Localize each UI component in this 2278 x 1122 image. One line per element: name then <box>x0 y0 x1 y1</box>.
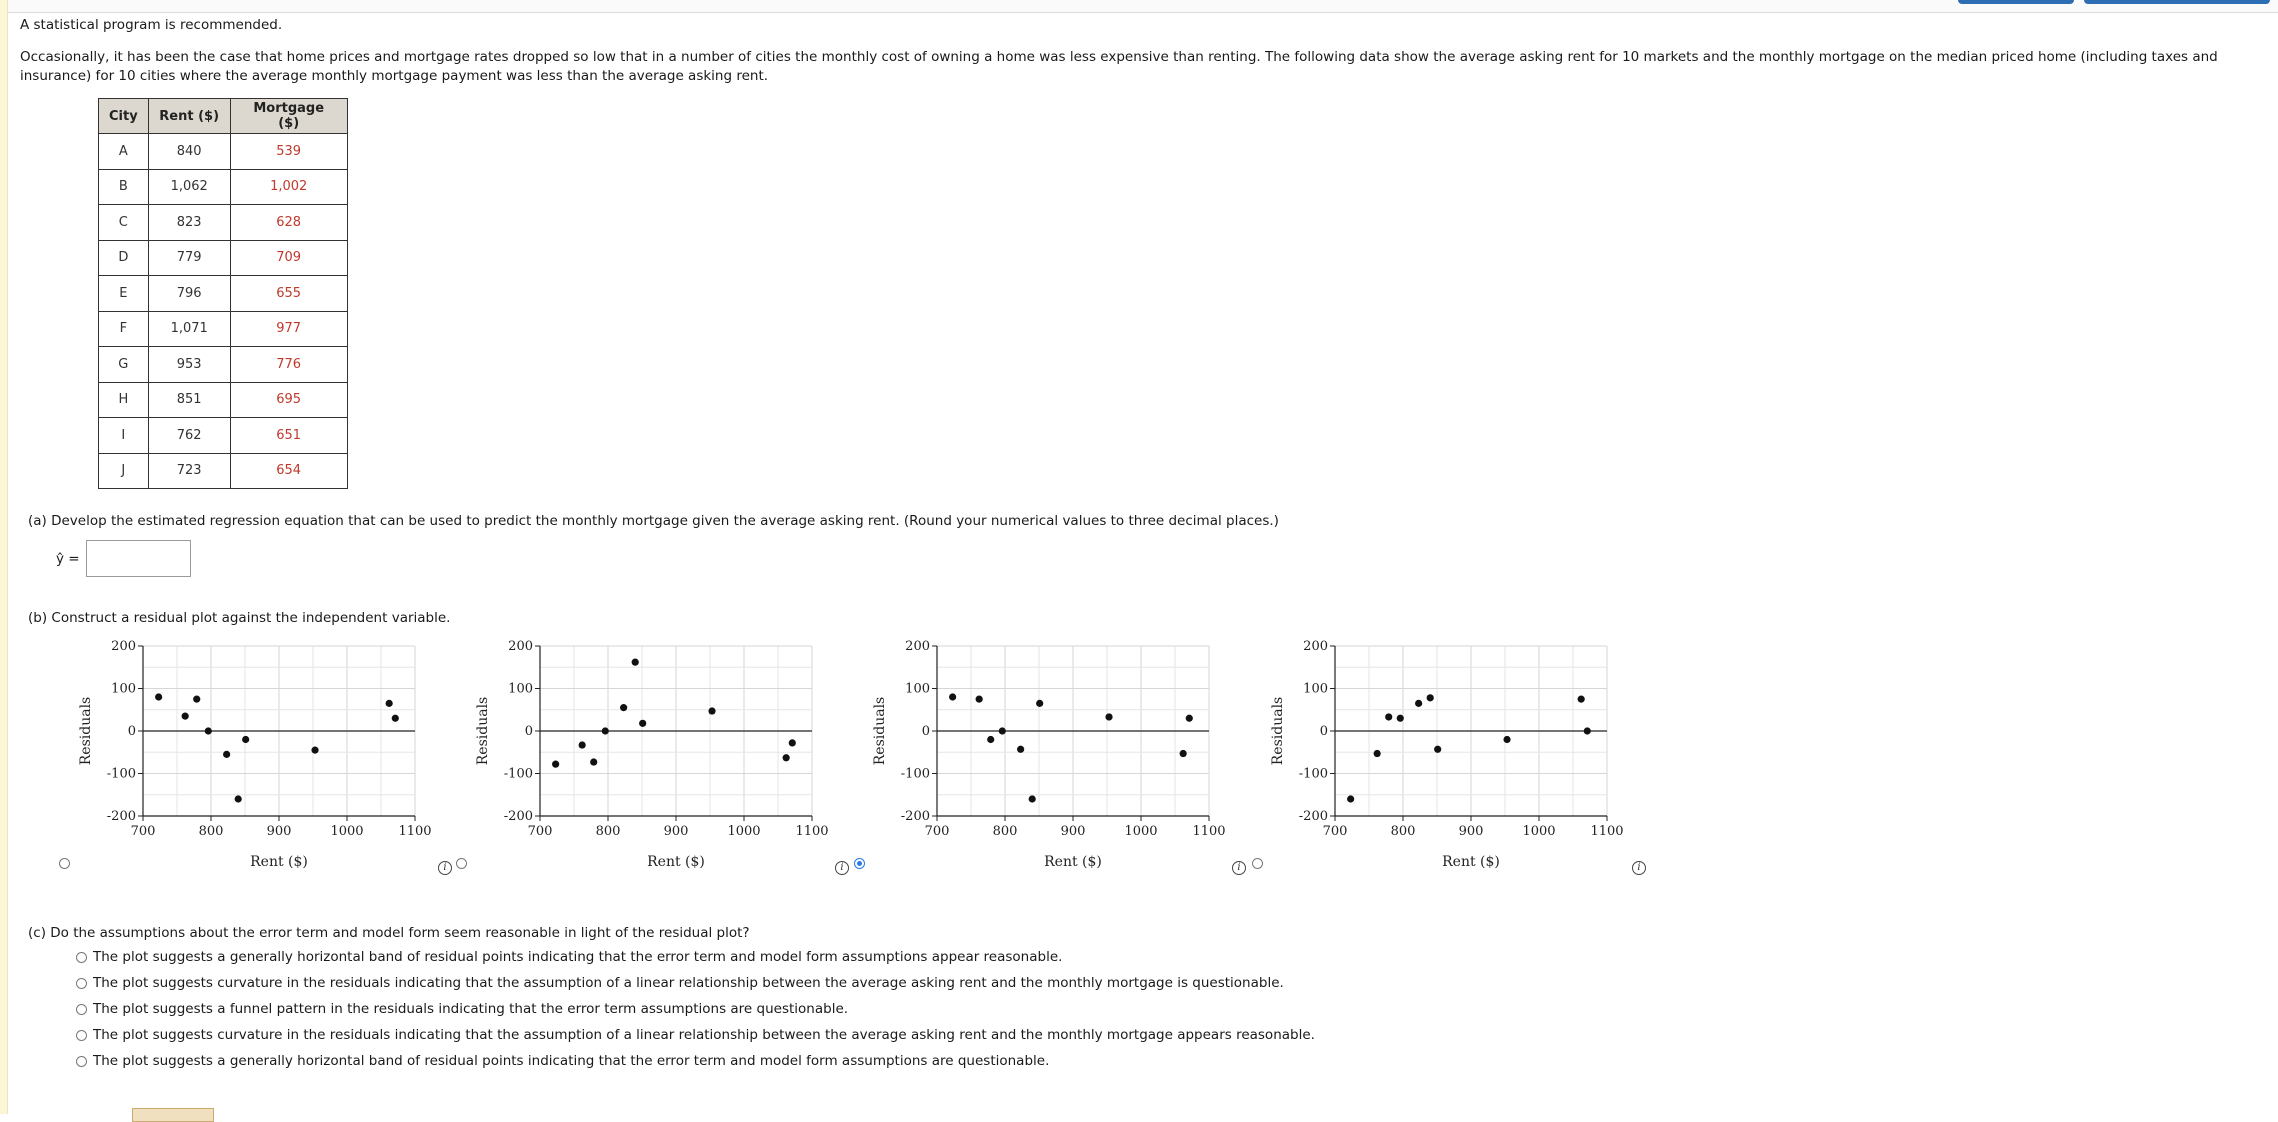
option-label: The plot suggests a funnel pattern in the residuals indicating that the error term assumptions are questionable. <box>93 1001 849 1017</box>
x-axis-title: Rent ($) <box>647 854 705 870</box>
table-row <box>99 169 348 205</box>
mortgage-cell: 709 <box>230 240 347 276</box>
part-c-option[interactable] <box>76 1001 848 1017</box>
y-tick-label: -200 <box>1298 809 1328 824</box>
city-cell: G <box>99 347 149 383</box>
x-tick-label: 1000 <box>727 824 761 839</box>
city-cell: C <box>99 205 149 241</box>
residual-point <box>182 713 189 720</box>
residual-point <box>620 704 627 711</box>
x-tick-label: 800 <box>198 824 224 839</box>
residual-plot-svg <box>862 634 1242 890</box>
residual-point <box>602 727 609 734</box>
residual-point <box>1584 727 1591 734</box>
y-axis-title: Residuals <box>1270 696 1286 766</box>
mortgage-cell: 1,002 <box>230 169 347 205</box>
info-icon[interactable]: i <box>438 861 452 875</box>
table-row <box>99 382 348 418</box>
residual-plot-svg <box>465 634 845 890</box>
y-tick-label: -200 <box>106 809 136 824</box>
mortgage-cell: 695 <box>230 382 347 418</box>
y-tick-label: -100 <box>503 766 533 782</box>
city-cell: I <box>99 418 149 454</box>
part-a-prompt: (a) Develop the estimated regression equation that can be used to predict the monthly mortgage given the average asking rent. (Round your numerical values to three decimal places.) <box>28 513 1279 529</box>
table-row <box>99 311 348 347</box>
rent-cell: 723 <box>148 453 230 489</box>
residual-point <box>552 761 559 768</box>
column-header-city: City <box>99 99 149 134</box>
info-icon[interactable]: i <box>1632 861 1646 875</box>
option-radio[interactable] <box>76 978 87 989</box>
city-cell: H <box>99 382 149 418</box>
residual-point <box>223 751 230 758</box>
part-c-option[interactable] <box>76 949 1062 965</box>
mortgage-cell: 977 <box>230 311 347 347</box>
yhat-label: ŷ = <box>56 551 80 567</box>
residual-point <box>1385 713 1392 720</box>
residual-plot-1 <box>68 634 448 894</box>
table-row <box>99 347 348 383</box>
x-tick-label: 800 <box>992 824 1018 839</box>
city-cell: E <box>99 276 149 312</box>
table-row <box>99 453 348 489</box>
part-c-prompt: (c) Do the assumptions about the error term and model form seem reasonable in light of the residual plot? <box>28 925 750 941</box>
mortgage-cell: 628 <box>230 205 347 241</box>
x-tick-label: 1100 <box>1590 824 1624 839</box>
table-header-row <box>99 99 348 134</box>
rent-cell: 779 <box>148 240 230 276</box>
residual-point <box>155 693 162 700</box>
residual-point <box>1374 750 1381 757</box>
residual-point <box>708 707 715 714</box>
rent-cell: 762 <box>148 418 230 454</box>
city-cell: J <box>99 453 149 489</box>
residual-point <box>1036 700 1043 707</box>
residual-point <box>783 754 790 761</box>
x-tick-label: 900 <box>663 824 689 839</box>
residual-point <box>1017 746 1024 753</box>
rent-cell: 1,071 <box>148 311 230 347</box>
y-tick-label: 200 <box>905 639 930 654</box>
table-body <box>99 134 348 489</box>
residual-point <box>242 736 249 743</box>
x-tick-label: 700 <box>1322 824 1348 839</box>
toolbar-button[interactable] <box>2084 0 2270 4</box>
y-tick-label: 0 <box>127 724 136 739</box>
x-tick-label: 900 <box>1458 824 1484 839</box>
y-tick-label: 0 <box>921 724 930 739</box>
x-tick-label: 1100 <box>1192 824 1226 839</box>
y-axis-title: Residuals <box>872 696 888 766</box>
y-tick-label: 200 <box>1303 639 1328 654</box>
plot-option-radio-2[interactable] <box>456 858 467 869</box>
residual-point <box>1434 746 1441 753</box>
option-label: The plot suggests curvature in the residuals indicating that the assumption of a linear relationship between the average asking rent and the monthly mortgage appears reasonable. <box>93 1027 1315 1043</box>
city-cell: F <box>99 311 149 347</box>
x-tick-label: 700 <box>527 824 553 839</box>
y-tick-label: -100 <box>900 766 930 782</box>
mortgage-cell: 776 <box>230 347 347 383</box>
data-table <box>98 98 348 489</box>
residual-plot-3 <box>862 634 1242 894</box>
part-c-option[interactable] <box>76 975 1284 991</box>
y-tick-label: 200 <box>111 639 136 654</box>
y-tick-label: 100 <box>905 681 930 697</box>
residual-point <box>235 795 242 802</box>
x-axis-title: Rent ($) <box>250 854 308 870</box>
x-tick-label: 800 <box>1390 824 1416 839</box>
plot-option-radio-1[interactable] <box>59 858 70 869</box>
y-axis-title: Residuals <box>78 696 94 766</box>
residual-point <box>579 741 586 748</box>
residual-point <box>976 696 983 703</box>
residual-point <box>1029 795 1036 802</box>
residual-point <box>949 693 956 700</box>
residual-point <box>205 727 212 734</box>
column-header-mortgage: Mortgage ($) <box>230 99 347 134</box>
problem-statement: Occasionally, it has been the case that home prices and mortgage rates dropped so low that in a number of cities the monthly cost of owning a home was less expensive than renting. The following data show the average asking rent for 10 markets and the monthly mortgage on the median priced home (including taxes and insurance) for 10 cities where the average monthly mortgage payment was less than the average asking rent. <box>20 49 2218 84</box>
x-tick-label: 700 <box>924 824 950 839</box>
x-tick-label: 1100 <box>398 824 432 839</box>
regression-equation-input[interactable] <box>86 540 191 577</box>
rent-cell: 953 <box>148 347 230 383</box>
x-axis-title: Rent ($) <box>1044 854 1102 870</box>
residual-point <box>1105 713 1112 720</box>
y-tick-label: -200 <box>503 809 533 824</box>
residual-plot-4 <box>1260 634 1640 894</box>
table-row <box>99 134 348 170</box>
rent-cell: 1,062 <box>148 169 230 205</box>
x-tick-label: 700 <box>130 824 156 839</box>
y-axis-title: Residuals <box>475 696 491 766</box>
mortgage-cell: 654 <box>230 453 347 489</box>
residual-point <box>311 747 318 754</box>
part-c-option[interactable] <box>76 1053 1049 1069</box>
y-tick-label: -100 <box>1298 766 1328 782</box>
y-tick-label: 100 <box>1303 681 1328 697</box>
residual-point <box>999 727 1006 734</box>
residual-plot-2 <box>465 634 845 894</box>
part-c-option[interactable] <box>76 1027 1315 1043</box>
residual-point <box>1180 750 1187 757</box>
part-d-answer-box[interactable] <box>132 1108 214 1122</box>
residual-point <box>632 659 639 666</box>
residual-point <box>1503 736 1510 743</box>
residual-point <box>386 700 393 707</box>
option-radio[interactable] <box>76 1004 87 1015</box>
recommendation-note: A statistical program is recommended. <box>20 17 283 33</box>
residual-point <box>392 715 399 722</box>
column-header-rent: Rent ($) <box>148 99 230 134</box>
mortgage-cell: 539 <box>230 134 347 170</box>
residual-point <box>1427 694 1434 701</box>
y-tick-label: 0 <box>524 724 533 739</box>
x-axis-title: Rent ($) <box>1442 854 1500 870</box>
residual-point <box>789 739 796 746</box>
x-tick-label: 1100 <box>795 824 829 839</box>
option-radio[interactable] <box>76 1030 87 1041</box>
rent-cell: 796 <box>148 276 230 312</box>
residual-point <box>1578 696 1585 703</box>
residual-point <box>590 758 597 765</box>
plot-option-radio-4[interactable] <box>1252 858 1263 869</box>
option-radio[interactable] <box>76 952 87 963</box>
info-icon[interactable]: i <box>1232 861 1246 875</box>
rent-cell: 823 <box>148 205 230 241</box>
table-row <box>99 276 348 312</box>
y-tick-label: -200 <box>900 809 930 824</box>
top-toolbar-edge <box>8 0 2278 13</box>
x-tick-label: 1000 <box>1124 824 1158 839</box>
residual-plot-svg <box>1260 634 1640 890</box>
option-label: The plot suggests a generally horizontal band of residual points indicating that the error term and model form assumptions appear reasonable. <box>93 949 1063 965</box>
left-margin-bar <box>0 0 8 1114</box>
info-icon[interactable]: i <box>835 861 849 875</box>
option-label: The plot suggests curvature in the residuals indicating that the assumption of a linear relationship between the average asking rent and the monthly mortgage is questionable. <box>93 975 1284 991</box>
residual-point <box>193 696 200 703</box>
y-tick-label: 100 <box>111 681 136 697</box>
y-tick-label: 0 <box>1319 724 1328 739</box>
city-cell: B <box>99 169 149 205</box>
residual-point <box>1415 700 1422 707</box>
x-tick-label: 900 <box>266 824 292 839</box>
x-tick-label: 800 <box>595 824 621 839</box>
option-label: The plot suggests a generally horizontal band of residual points indicating that the error term and model form assumptions are questionable. <box>93 1053 1050 1069</box>
city-cell: D <box>99 240 149 276</box>
rent-cell: 840 <box>148 134 230 170</box>
part-b-prompt: (b) Construct a residual plot against the independent variable. <box>28 610 451 626</box>
option-radio[interactable] <box>76 1056 87 1067</box>
x-tick-label: 900 <box>1060 824 1086 839</box>
table-row <box>99 240 348 276</box>
residual-point <box>1397 715 1404 722</box>
rent-cell: 851 <box>148 382 230 418</box>
y-tick-label: 100 <box>508 681 533 697</box>
mortgage-cell: 655 <box>230 276 347 312</box>
city-cell: A <box>99 134 149 170</box>
x-tick-label: 1000 <box>330 824 364 839</box>
plot-option-radio-3[interactable] <box>854 858 865 869</box>
residual-plot-svg <box>68 634 448 890</box>
table-row <box>99 205 348 241</box>
y-tick-label: -100 <box>106 766 136 782</box>
table-row <box>99 418 348 454</box>
toolbar-button[interactable] <box>1958 0 2074 4</box>
residual-point <box>639 720 646 727</box>
y-tick-label: 200 <box>508 639 533 654</box>
residual-point <box>1347 795 1354 802</box>
mortgage-cell: 651 <box>230 418 347 454</box>
x-tick-label: 1000 <box>1522 824 1556 839</box>
residual-point <box>987 736 994 743</box>
residual-point <box>1186 715 1193 722</box>
